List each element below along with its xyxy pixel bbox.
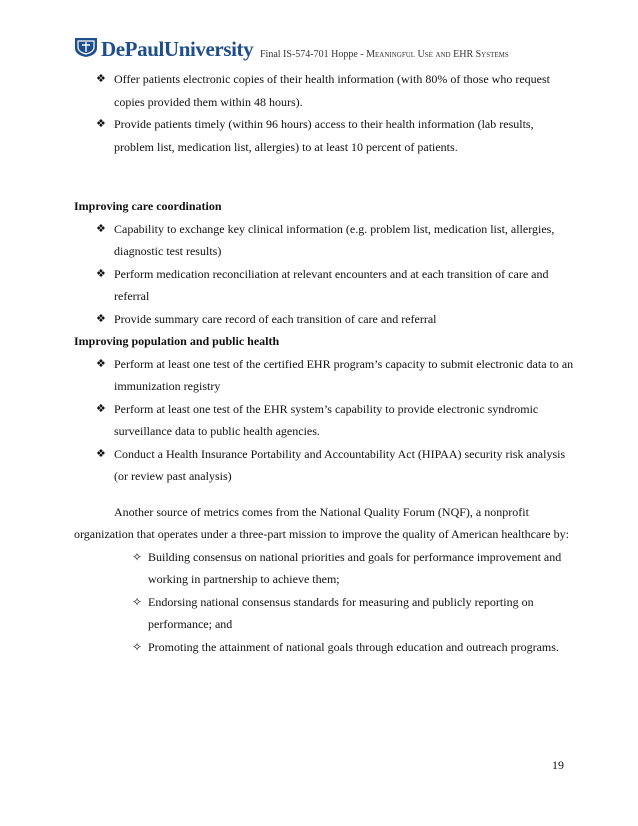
diamond-bullet-icon: ❖ bbox=[96, 401, 106, 415]
list-item bbox=[74, 68, 574, 113]
list-item bbox=[74, 636, 574, 659]
list-item-text: Provide summary care record of each transition of care and referral bbox=[114, 311, 437, 326]
diamond-bullet-icon: ❖ bbox=[96, 311, 106, 325]
diamond-bullet-icon: ❖ bbox=[96, 446, 106, 460]
four-point-star-icon: ✧ bbox=[132, 549, 143, 564]
list-item-text: Perform at least one test of the EHR system’s capability to provide electronic syndromic surveillance data to public health agencies. bbox=[114, 401, 539, 438]
list-item-text: Conduct a Health Insurance Portability and Accountability Act (HIPAA) security risk analysis (or review past analysis) bbox=[114, 446, 566, 483]
list-item bbox=[74, 443, 574, 488]
diamond-bullet-icon: ❖ bbox=[96, 221, 106, 235]
spacer bbox=[74, 488, 574, 501]
nqf-paragraph: Another source of metrics comes from the National Quality Forum (NQF), a nonprofit organization that operates under a three-part mission to improve the quality of American healthcare by: bbox=[74, 504, 569, 541]
list-item-text: Capability to exchange key clinical information (e.g. problem list, medication list, allergies, diagnostic test results) bbox=[114, 221, 555, 258]
four-point-star-icon: ✧ bbox=[132, 639, 143, 654]
spacer bbox=[74, 158, 574, 195]
list-item bbox=[74, 218, 574, 263]
list-item bbox=[74, 113, 574, 158]
list-item bbox=[74, 263, 574, 308]
page-header bbox=[74, 36, 574, 66]
section-heading-care-coordination: Improving care coordination bbox=[74, 199, 222, 213]
list-item bbox=[74, 591, 574, 636]
document-body bbox=[74, 68, 574, 658]
page-number: 19 bbox=[552, 758, 564, 772]
list-item bbox=[74, 546, 574, 591]
list-item bbox=[74, 308, 574, 331]
section-heading-public-health: Improving population and public health bbox=[74, 334, 280, 348]
diamond-bullet-icon: ❖ bbox=[96, 356, 106, 370]
diamond-bullet-icon: ❖ bbox=[96, 117, 106, 130]
four-point-star-icon: ✧ bbox=[132, 594, 143, 609]
diamond-bullet-icon: ❖ bbox=[96, 72, 106, 85]
diamond-bullet-icon: ❖ bbox=[96, 266, 106, 280]
header-course-title bbox=[260, 49, 509, 60]
list-item-text: Perform at least one test of the certified EHR program’s capacity to submit electronic data to an immunization registry bbox=[114, 356, 574, 393]
depaul-shield-icon bbox=[74, 36, 98, 58]
university-wordmark: DePaulUniversity bbox=[101, 37, 254, 61]
list-item-text: Endorsing national consensus standards for measuring and publicly reporting on performance; and bbox=[148, 594, 534, 631]
list-item-text: Perform medication reconciliation at relevant encounters and at each transition of care and referral bbox=[114, 266, 549, 303]
list-item-text: Building consensus on national priorities and goals for performance improvement and working in partnership to achieve them; bbox=[148, 549, 562, 586]
list-item-text: Provide patients timely (within 96 hours) access to their health information (lab results, problem list, medication list, allergies) to at least 10 percent of patients. bbox=[114, 117, 534, 154]
list-item-text: Offer patients electronic copies of their health information (with 80% of those who request copies provided them within 48 hours). bbox=[114, 72, 550, 109]
list-item bbox=[74, 353, 574, 398]
paper-topic: Meaningful Use and EHR Systems bbox=[366, 49, 509, 60]
list-item bbox=[74, 398, 574, 443]
course-code: Final IS-574-701 Hoppe - bbox=[260, 49, 367, 60]
list-item-text: Promoting the attainment of national goals through education and outreach programs. bbox=[148, 639, 559, 654]
